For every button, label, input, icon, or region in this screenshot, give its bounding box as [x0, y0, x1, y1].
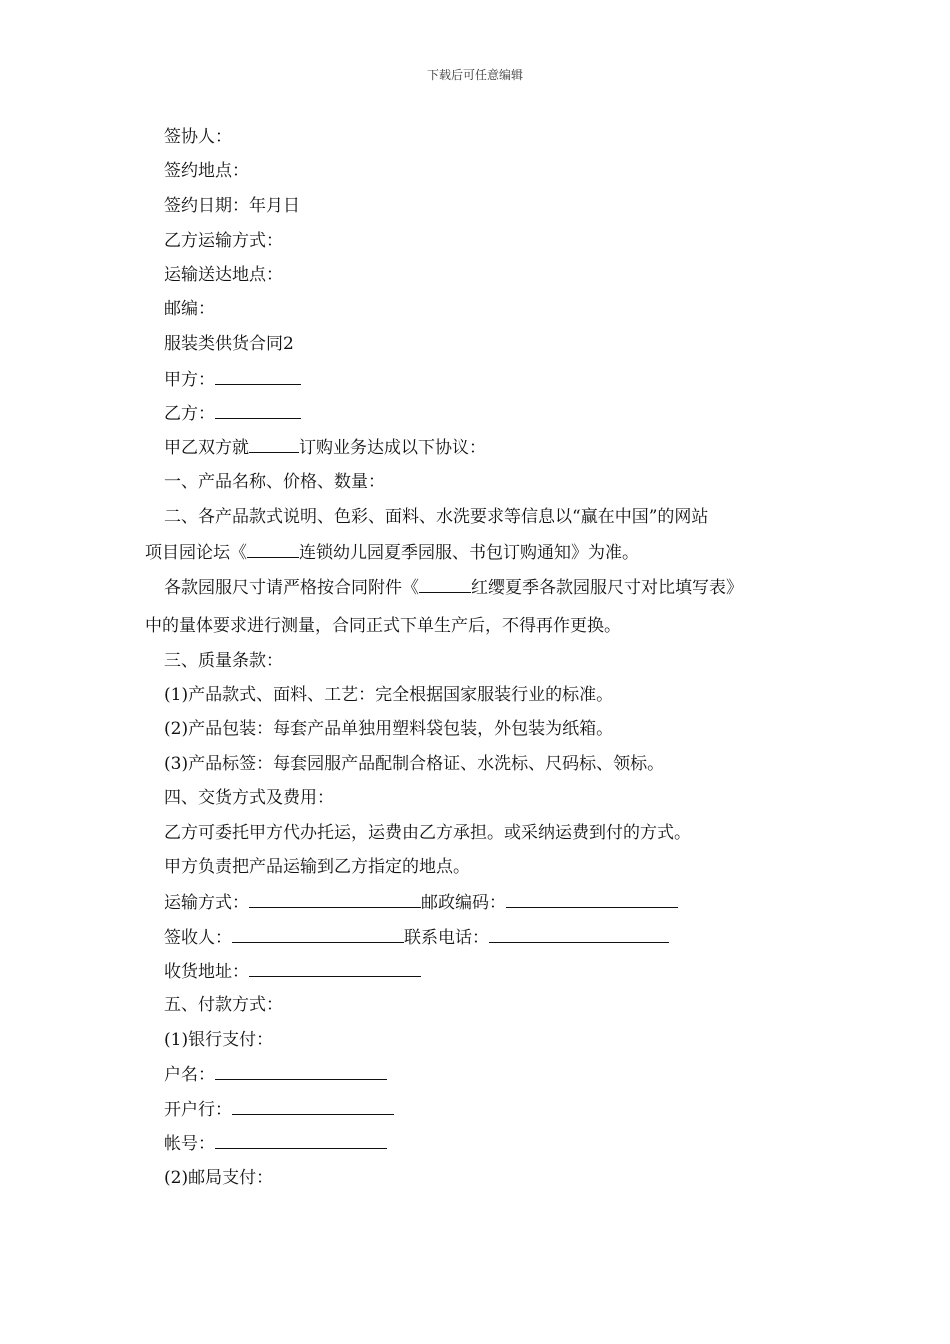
line-quality-2: (2)产品包装：每套产品单独用塑料袋包装，外包装为纸箱。 — [164, 719, 614, 739]
line-bank-payment: (1)银行支付： — [164, 1030, 274, 1050]
line-transport-method: 乙方运输方式： — [164, 231, 283, 251]
account-name-blank — [215, 1063, 387, 1080]
line-section-5: 五、付款方式： — [164, 995, 283, 1015]
party-b-label: 乙方： — [164, 404, 215, 424]
line-delivery-1: 乙方可委托甲方代办托运，运费由乙方承担。或采纳运费到付的方式。 — [164, 823, 691, 843]
line-postcode: 邮编： — [164, 299, 215, 319]
notice-text-end: 连锁幼儿园夏季园服、书包订购通知》为准。 — [299, 543, 639, 563]
phone-label: 联系电话： — [404, 928, 489, 948]
line-sign-date: 签约日期：年月日 — [164, 196, 300, 216]
line-agreement — [164, 436, 486, 459]
notice-blank — [247, 541, 299, 558]
line-section-4: 四、交货方式及费用： — [164, 788, 334, 808]
account-number-label: 帐号： — [164, 1134, 215, 1154]
phone-blank — [489, 926, 669, 943]
line-section-1: 一、产品名称、价格、数量： — [164, 472, 385, 492]
line-sign-place: 签约地点： — [164, 161, 249, 181]
postal-code-label: 邮政编码： — [421, 893, 506, 913]
account-number-blank — [215, 1132, 387, 1149]
line-account-name — [164, 1063, 387, 1086]
line-size-requirement-cont: 中的量体要求进行测量，合同正式下单生产后，不得再作更换。 — [145, 616, 621, 636]
line-quality-3: (3)产品标签：每套园服产品配制合格证、水洗标、尺码标、领标。 — [164, 754, 665, 774]
line-delivery-place: 运输送达地点： — [164, 265, 283, 285]
party-a-label: 甲方： — [164, 370, 215, 390]
agreement-text-end: 订购业务达成以下协议： — [299, 438, 486, 458]
line-bank-name — [164, 1098, 394, 1121]
line-transport-fields — [164, 891, 678, 914]
line-delivery-2: 甲方负责把产品运输到乙方指定的地点。 — [164, 857, 470, 877]
agreement-blank — [249, 436, 299, 453]
line-quality-1: (1)产品款式、面料、工艺：完全根据国家服装行业的标准。 — [164, 685, 614, 705]
line-size-requirement — [164, 576, 743, 599]
transport-label: 运输方式： — [164, 893, 249, 913]
size-text-start: 各款园服尺寸请严格按合同附件《 — [164, 578, 419, 598]
line-section-2-cont — [145, 541, 639, 564]
size-text-end: 红缨夏季各款园服尺寸对比填写表》 — [471, 578, 743, 598]
line-party-a — [164, 368, 301, 391]
party-a-blank — [215, 368, 301, 385]
line-address-field — [164, 960, 421, 983]
bank-name-label: 开户行： — [164, 1100, 232, 1120]
postal-code-blank — [506, 891, 678, 908]
page-header: 下载后可任意编辑 — [426, 68, 523, 82]
notice-text-start: 项目园论坛《 — [145, 543, 247, 563]
address-label: 收货地址： — [164, 962, 249, 982]
agreement-text-start: 甲乙双方就 — [164, 438, 249, 458]
line-post-payment: (2)邮局支付： — [164, 1168, 274, 1188]
line-account-number — [164, 1132, 387, 1155]
line-signer: 签协人： — [164, 127, 232, 147]
line-section-3: 三、质量条款： — [164, 651, 283, 671]
line-party-b — [164, 402, 301, 425]
size-blank — [419, 576, 471, 593]
transport-blank — [249, 891, 421, 908]
line-contract-title: 服装类供货合同2 — [164, 334, 294, 354]
receiver-label: 签收人： — [164, 928, 232, 948]
receiver-blank — [232, 926, 404, 943]
address-blank — [249, 960, 421, 977]
line-receiver-fields — [164, 926, 669, 949]
party-b-blank — [215, 402, 301, 419]
line-section-2: 二、各产品款式说明、色彩、面料、水洗要求等信息以“赢在中国”的网站 — [164, 507, 709, 527]
account-name-label: 户名： — [164, 1065, 215, 1085]
bank-name-blank — [232, 1098, 394, 1115]
